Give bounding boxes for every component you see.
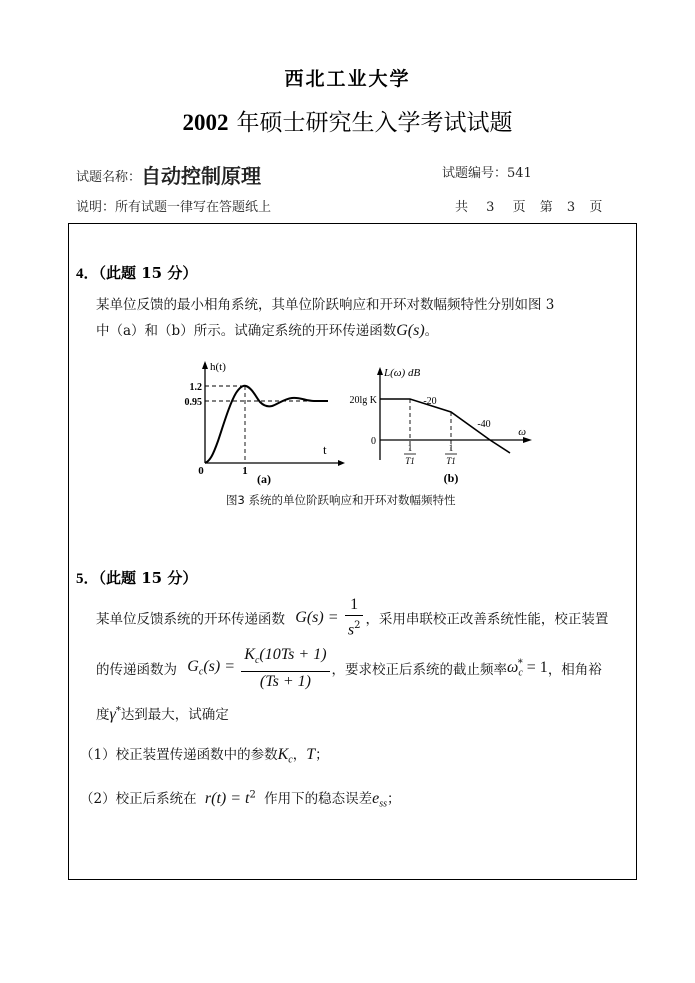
q5-omega-sup: * bbox=[517, 658, 523, 669]
q5-line2-end: ，相角裕 bbox=[547, 662, 602, 679]
q4-line2-text: 中（a）和（b）所示。试确定系统的开环传递函数 bbox=[96, 323, 397, 339]
q5-g-numerator: 1 bbox=[345, 596, 364, 616]
q5-heading bbox=[76, 567, 197, 588]
q5-item1-t: T bbox=[306, 746, 316, 763]
fig-a-label: (a) bbox=[257, 472, 271, 486]
q5-item2-mid: 作用下的稳态误差 bbox=[264, 791, 373, 807]
q5-item2-e-sub: ss bbox=[379, 798, 388, 810]
q5-item1-sep: ， bbox=[292, 747, 307, 763]
fig-a-y-tick-final: 0.95 bbox=[184, 397, 202, 408]
fig-b-x-tick1-den: T1 bbox=[405, 456, 415, 466]
q5-gc-numerator bbox=[241, 645, 329, 672]
fig-a-response-curve bbox=[205, 386, 328, 463]
page-total: 3 bbox=[486, 200, 495, 215]
q5-text-line3 bbox=[96, 703, 229, 724]
page-total-prefix: 共 bbox=[455, 200, 469, 215]
fig-b-y-tick-gain: 20lg K bbox=[349, 395, 377, 406]
fig-a-y-tick-peak: 1.2 bbox=[189, 382, 202, 393]
q4-heading bbox=[76, 262, 197, 283]
q5-g-den-exp: 2 bbox=[354, 620, 361, 631]
fig-b-y-tick-zero: 0 bbox=[371, 436, 376, 447]
page-unit: 页 bbox=[512, 200, 526, 215]
q5-gc-sub: c bbox=[198, 666, 204, 678]
q5-g-lhs: G(s) = bbox=[295, 608, 339, 626]
code-label: 试题编号： bbox=[442, 166, 508, 181]
q5-score: （此题 15 分） bbox=[98, 569, 198, 587]
q5-g-fraction bbox=[345, 596, 364, 639]
q5-g-denominator bbox=[345, 616, 364, 639]
subject-name: 自动控制原理 bbox=[141, 164, 262, 188]
q5-gamma: γ bbox=[109, 706, 116, 723]
q5-line3-end: 达到最大，试确定 bbox=[120, 707, 229, 723]
university-name: 西北工业大学 bbox=[284, 68, 411, 90]
exam-note: 说明：所有试题一律写在答题纸上 bbox=[76, 200, 272, 215]
fig-a-ylabel: h(t) bbox=[210, 361, 226, 373]
figure-a-step-response bbox=[180, 355, 350, 490]
fig-a-origin: 0 bbox=[198, 465, 204, 477]
q5-omega-symbol: ω bbox=[507, 658, 519, 676]
figure-b-bode-magnitude bbox=[340, 355, 540, 490]
q5-gc-g: G bbox=[187, 658, 199, 676]
code-value: 541 bbox=[507, 166, 532, 181]
fig-b-label: (b) bbox=[443, 471, 459, 485]
q5-item1-k: K bbox=[277, 746, 289, 763]
page-unit-2: 页 bbox=[589, 200, 603, 215]
fig-b-xlabel: ω bbox=[518, 426, 526, 438]
q5-line2-text: 的传递函数为 bbox=[96, 662, 177, 679]
q5-gc-denominator: (Ts + 1) bbox=[259, 673, 311, 691]
exam-title-text: 年硕士研究生入学考试试题 bbox=[236, 110, 513, 136]
q5-gc-lhs bbox=[187, 658, 235, 678]
q5-gc-arg: (s) = bbox=[203, 658, 235, 676]
fig-b-slope1: -20 bbox=[423, 396, 437, 407]
q5-gc-num-sub: c bbox=[254, 655, 260, 667]
q5-line3-text: 度 bbox=[96, 707, 110, 723]
q4-text-line1: 某单位反馈的最小相角系统，其单位阶跃响应和开环对数幅频特性分别如图 3 bbox=[96, 297, 555, 313]
q5-g-den-s: s bbox=[347, 621, 355, 639]
q4-number: 4． bbox=[76, 266, 99, 282]
fig-b-y-arrow bbox=[377, 367, 383, 375]
q5-gc-num-rest: (10Ts + 1) bbox=[259, 646, 327, 663]
exam-title bbox=[0, 104, 695, 137]
q5-line1-text: 某单位反馈系统的开环传递函数 bbox=[96, 611, 285, 628]
fig-b-ylabel: L(ω) dB bbox=[384, 367, 421, 379]
q5-item2-math: r(t) = t bbox=[204, 790, 250, 807]
q5-text-line1 bbox=[96, 596, 608, 639]
q4-text-line2 bbox=[96, 319, 438, 340]
exam-year: 2002 bbox=[182, 110, 229, 135]
q5-number: 5． bbox=[76, 571, 99, 587]
q5-omega bbox=[507, 658, 548, 679]
subject-row bbox=[76, 160, 261, 189]
q5-item2-text: （2）校正后系统在 bbox=[80, 791, 197, 807]
q5-omega-sub: c bbox=[518, 667, 523, 679]
q4-score: （此题 15 分） bbox=[98, 264, 198, 282]
fig-b-x-tick2-num: 1 bbox=[448, 443, 454, 453]
fig-b-slope2: -40 bbox=[477, 419, 491, 430]
page-indicator bbox=[455, 196, 602, 215]
fig-b-x-tick2-den: T1 bbox=[446, 456, 456, 466]
q5-text-line2 bbox=[96, 645, 602, 691]
q5-item1-k-sub: c bbox=[288, 754, 293, 766]
fig-b-x-tick1-num: 1 bbox=[407, 443, 413, 453]
q5-item2-e: e bbox=[372, 790, 380, 807]
q5-gamma-sup: * bbox=[115, 705, 121, 717]
q5-item2-end: ； bbox=[387, 791, 401, 807]
q5-item-2 bbox=[80, 787, 401, 810]
fig-a-xlabel: t bbox=[323, 442, 327, 457]
q5-line2-mid: ，要求校正后系统的截止频率 bbox=[331, 662, 508, 679]
subject-label: 试题名称： bbox=[76, 170, 142, 185]
q5-item1-text: （1）校正装置传递函数中的参数 bbox=[80, 747, 278, 763]
q4-line2-end: 。 bbox=[424, 323, 439, 339]
figure-caption: 图3 系统的单位阶跃响应和开环对数幅频特性 bbox=[226, 493, 456, 507]
q5-item1-end: ； bbox=[315, 747, 329, 763]
page-current-prefix: 第 bbox=[539, 200, 553, 215]
q5-item-1 bbox=[80, 743, 329, 766]
fig-a-y-arrow bbox=[202, 361, 208, 369]
q5-omega-value: = 1 bbox=[522, 658, 548, 676]
exam-code bbox=[442, 162, 532, 181]
page-current: 3 bbox=[566, 200, 576, 215]
q4-math-gs: G(s) bbox=[396, 322, 425, 339]
fig-a-x-tick: 1 bbox=[242, 465, 248, 477]
q5-item2-exp: 2 bbox=[249, 789, 256, 801]
q5-line1-end: ，采用串联校正改善系统性能，校正装置 bbox=[365, 611, 609, 628]
q5-gc-num-k: K bbox=[244, 646, 255, 663]
q5-gc-fraction bbox=[241, 645, 329, 691]
